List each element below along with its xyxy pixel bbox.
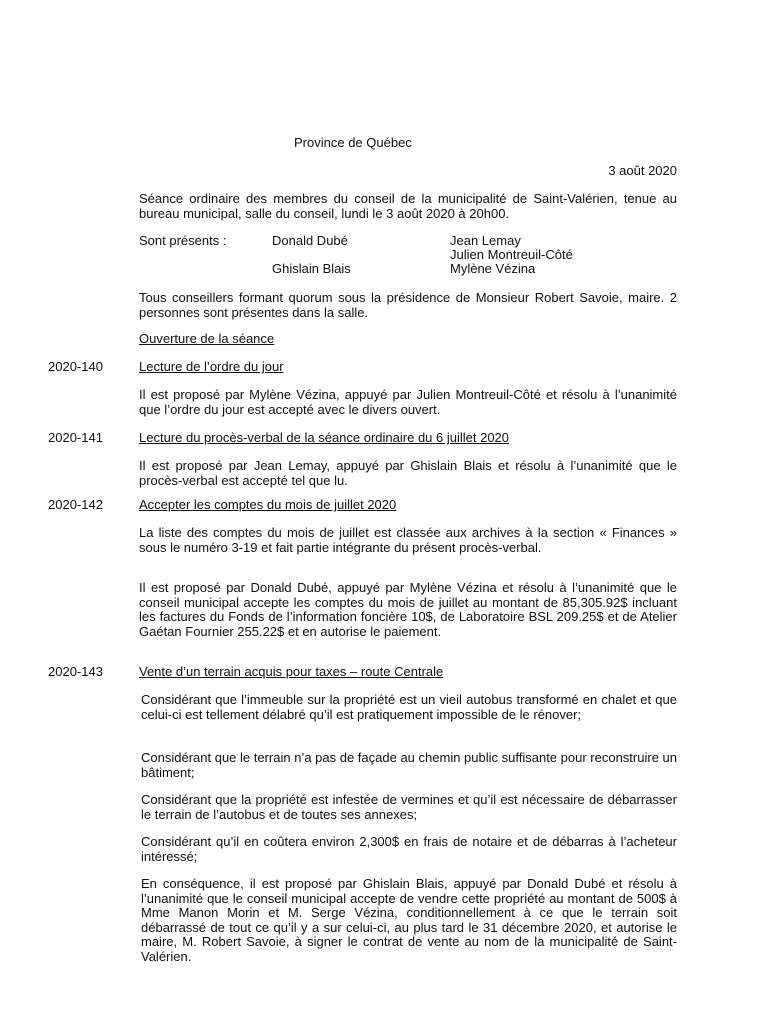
resolution-paragraph: Il est proposé par Jean Lemay, appuyé par Ghislain Blais et résolu à l’unanimité que le procès-verbal est accepté tel que lu. xyxy=(139,458,677,488)
resolution-paragraph: Il est proposé par Donald Dubé, appuyé par Mylène Vézina et résolu à l’unanimité que le conseil municipal accepte les comptes du mois de juillet au montant de 85,305.92$ incluant les factures du Fonds de l’information foncière 10$, de Laboratoire BSL 209.25$ et de Atelier Gaétan Fournier 255.22$ et en autorise le paiement. xyxy=(139,580,677,639)
opening-heading: Ouverture de la séance xyxy=(139,331,275,346)
attendee-name: Ghislain Blais xyxy=(272,261,351,276)
resolution-title: Vente d’un terrain acquis pour taxes – route Centrale xyxy=(139,664,444,679)
resolution-number: 2020-140 xyxy=(48,359,103,374)
resolution-title: Accepter les comptes du mois de juillet 2020 xyxy=(139,497,397,512)
attendance-label: Sont présents : xyxy=(139,233,227,248)
considerant-paragraph: Considérant que le terrain n’a pas de façade au chemin public suffisante pour reconstruire un bâtiment; xyxy=(141,750,677,780)
resolution-number: 2020-143 xyxy=(48,664,103,679)
resolution-paragraph: Il est proposé par Mylène Vézina, appuyé par Julien Montreuil-Côté et résolu à l’unanimité que l’ordre du jour est accepté avec le divers ouvert. xyxy=(139,387,677,417)
resolution-number: 2020-141 xyxy=(48,430,103,445)
resolution-title: Lecture de l’ordre du jour xyxy=(139,359,284,374)
considerant-paragraph: Considérant que la propriété est infestée de vermines et qu’il est nécessaire de débarrasser le terrain de l’autobus et de toutes ses annexes; xyxy=(141,792,677,822)
resolution-paragraph: En conséquence, il est proposé par Ghislain Blais, appuyé par Donald Dubé et résolu à l’unanimité que le conseil municipal accepte de vendre cette propriété au montant de 500$ à Mme Manon Morin et M. Serge Vézina, conditionnellement à ce que le terrain soit débarrassé de tout ce qu’il y a sur celui-ci, au plus tard le 31 décembre 2020, et autorise le maire, M. Robert Savoie, à signer le contrat de vente au nom de la municipalité de Saint-Valérien. xyxy=(141,876,677,964)
considerant-paragraph: Considérant qu’il en coûtera environ 2,300$ en frais de notaire et de débarras à l’acheteur intéressé; xyxy=(141,834,677,864)
resolution-number: 2020-142 xyxy=(48,497,103,512)
attendee-name: Donald Dubé xyxy=(272,233,348,248)
attendee-name: Mylène Vézina xyxy=(450,261,536,276)
resolution-paragraph: La liste des comptes du mois de juillet est classée aux archives à la section « Finances » sous le numéro 3-19 et fait partie intégrante du présent procès-verbal. xyxy=(139,525,677,555)
province-heading: Province de Québec xyxy=(294,135,412,150)
quorum-paragraph: Tous conseillers formant quorum sous la présidence de Monsieur Robert Savoie, maire. 2 personnes sont présentes dans la salle. xyxy=(139,290,677,320)
resolution-title: Lecture du procès-verbal de la séance ordinaire du 6 juillet 2020 xyxy=(139,430,510,445)
intro-paragraph: Séance ordinaire des membres du conseil de la municipalité de Saint-Valérien, tenue au bureau municipal, salle du conseil, lundi le 3 août 2020 à 20h00. xyxy=(139,191,677,221)
attendee-name: Julien Montreuil-Côté xyxy=(450,247,573,262)
meeting-date: 3 août 2020 xyxy=(608,163,677,178)
attendee-name: Jean Lemay xyxy=(450,233,521,248)
considerant-paragraph: Considérant que l’immeuble sur la propriété est un vieil autobus transformé en chalet et que celui-ci est tellement délabré qu’il est pratiquement impossible de le rénover; xyxy=(141,692,677,722)
